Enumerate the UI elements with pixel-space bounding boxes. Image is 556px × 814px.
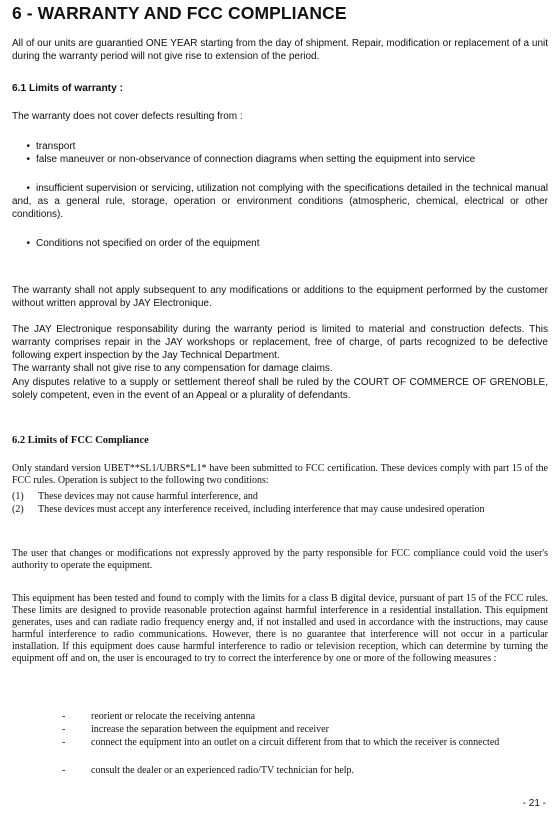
measure-text: increase the separation between the equipment and receiver xyxy=(91,724,329,735)
fcc-paragraph-certification: Only standard version UBET**SL1/UBRS*L1* have been submitted to FCC certification. These devices comply with part 15 of the FCC rules. Operation is subject to the following two conditions: xyxy=(12,463,548,486)
fcc-paragraph-class-b: This equipment has been tested and found to comply with the limits for a class B digital device, pursuant of part 15 of the FCC rules. These limits are designed to provide reasonable protection against harmful interference in a residential installation. This equipment generates, uses and can radiate radio frequency energy and, if not installed and used in accordance with the instructions, may cause harmful interference to radio communications. However, there is no guarantee that interference will not occur in a particular installation. If this equipment does cause harmful interference to radio or television reception, which can determine by turning the equipment off and on, the user is encouraged to try to correct the interference by one or more of the following measures : xyxy=(12,593,548,664)
fcc-measure xyxy=(62,737,548,749)
section-62-heading: 6.2 Limits of FCC Compliance xyxy=(12,435,149,446)
condition-number: (2) xyxy=(12,504,24,515)
warranty-paragraph-modifications: The warranty shall not apply subsequent to any modifications or additions to the equipment performed by the customer without written approval by JAY Electronique. xyxy=(12,285,548,309)
bullet-dot: • xyxy=(26,154,30,165)
measure-text: connect the equipment into an outlet on a circuit different from that to which the receiver is connected xyxy=(91,737,500,748)
measure-text: reorient or relocate the receiving antenna xyxy=(91,711,256,722)
bullet-dot: • xyxy=(26,238,30,249)
fcc-measure xyxy=(62,765,548,777)
page-title: 6 - WARRANTY AND FCC COMPLIANCE xyxy=(12,3,347,23)
fcc-condition xyxy=(12,504,548,516)
measure-text: consult the dealer or an experienced radio/TV technician for help. xyxy=(91,765,355,776)
condition-text: These devices must accept any interference received, including interference that may cause undesired operation xyxy=(38,504,485,515)
warranty-bullet xyxy=(12,153,548,166)
fcc-measure xyxy=(62,724,548,736)
measure-dash: - xyxy=(62,724,66,735)
bullet-dot: • xyxy=(26,183,30,194)
warranty-paragraph-disputes: Any disputes relative to a supply or settlement thereof shall be ruled by the COURT OF COMMERCE OF GRENOBLE, solely competent, even in the event of an Appeal or a plurality of defendants. xyxy=(12,377,548,401)
measure-dash: - xyxy=(62,737,66,748)
measure-dash: - xyxy=(62,711,66,722)
page-number: - 21 - xyxy=(522,798,546,809)
condition-number: (1) xyxy=(12,491,24,502)
warranty-bullet xyxy=(12,182,548,221)
warranty-paragraph-responsability: The JAY Electronique responsability during the warranty period is limited to material and construction defects. This warranty comprises repair in the JAY workshops or replacement, free of charge, of parts recognized to be defective following expert inspection by the Jay Technical Department. xyxy=(12,324,548,361)
condition-text: These devices may not cause harmful interference, and xyxy=(38,491,258,502)
bullet-text: transport xyxy=(36,141,76,152)
warranty-bullet xyxy=(12,140,548,153)
measure-dash: - xyxy=(62,765,66,776)
bullet-text: insufficient supervision or servicing, utilization not complying with the specifications detailed in the technical manual and, as a general rule, storage, operation or environment conditions (atmospheric, chemical, electrical or other conditions). xyxy=(12,183,548,220)
fcc-measure xyxy=(62,711,548,723)
bullet-text: Conditions not specified on order of the equipment xyxy=(36,238,260,249)
intro-paragraph: All of our units are guarantied ONE YEAR starting from the day of shipment. Repair, modification or replacement of a unit during the warranty period will not give rise to extension of the period. xyxy=(12,38,548,62)
warranty-lead: The warranty does not cover defects resulting from : xyxy=(12,111,243,122)
section-61-heading: 6.1 Limits of warranty : xyxy=(12,83,123,94)
warranty-paragraph-compensation: The warranty shall not give rise to any compensation for damage claims. xyxy=(12,363,333,374)
fcc-paragraph-user-authority: The user that changes or modifications not expressly approved by the party responsible for FCC compliance could void the user's authority to operate the equipment. xyxy=(12,548,548,571)
fcc-condition xyxy=(12,491,548,503)
bullet-dot: • xyxy=(26,141,30,152)
warranty-bullet xyxy=(12,237,548,250)
bullet-text: false maneuver or non-observance of connection diagrams when setting the equipment into service xyxy=(36,154,476,165)
